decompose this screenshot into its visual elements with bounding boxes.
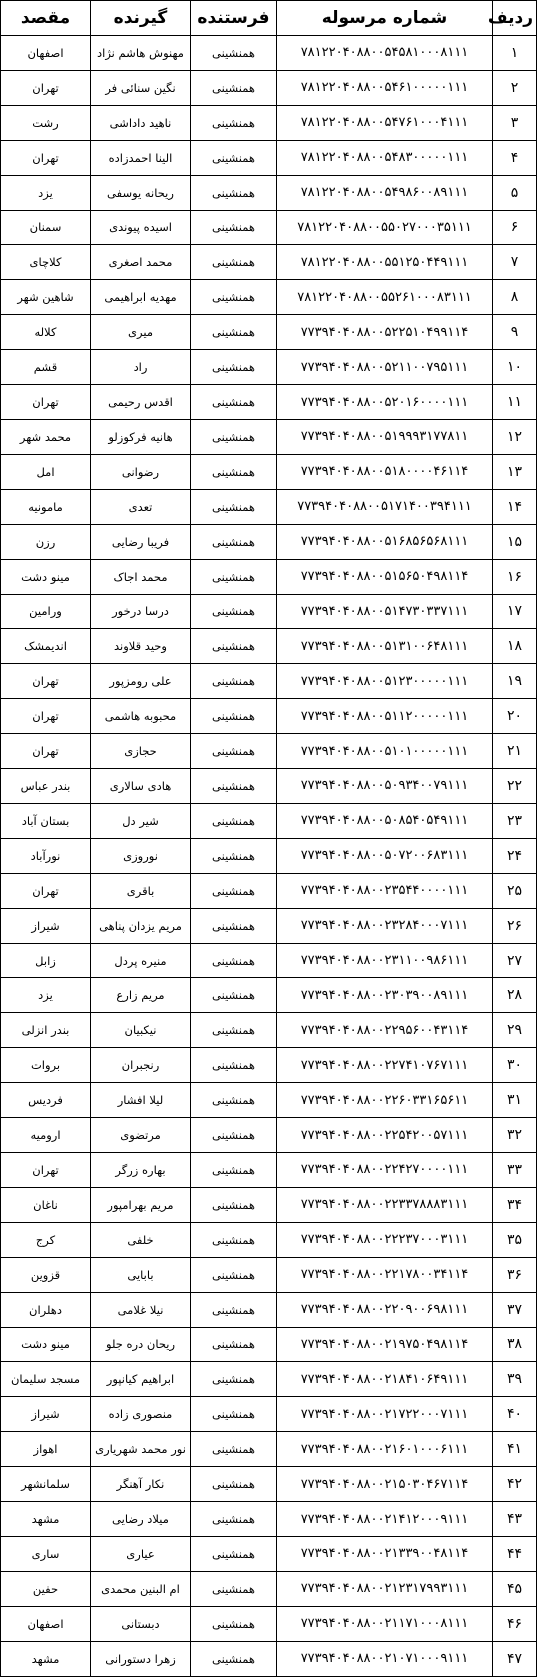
cell-destination: امل: [1, 454, 91, 489]
cell-tracking-number: ۷۷۳۹۴۰۴۰۸۸۰۰۲۱۶۰۱۰۰۰۶۱۱۱: [277, 1432, 493, 1467]
cell-receiver: منیره پردل: [91, 943, 191, 978]
table-row: [1, 1048, 537, 1083]
cell-receiver: محمد اجاک: [91, 559, 191, 594]
cell-receiver: نور محمد شهریاری: [91, 1432, 191, 1467]
cell-sender: همنشینی: [191, 1118, 277, 1153]
cell-destination: ورامین: [1, 594, 91, 629]
cell-destination: اندیمشک: [1, 629, 91, 664]
cell-tracking-number: ۷۷۳۹۴۰۴۰۸۸۰۰۲۳۵۴۴۰۰۰۰۱۱۱: [277, 873, 493, 908]
cell-tracking-number: ۷۷۳۹۴۰۴۰۸۸۰۰۲۳۲۸۴۰۰۰۷۱۱۱: [277, 908, 493, 943]
cell-receiver: محمد اصغری: [91, 245, 191, 280]
cell-sender: همنشینی: [191, 1641, 277, 1676]
table-row: [1, 489, 537, 524]
cell-tracking-number: ۷۸۱۲۲۰۴۰۸۸۰۰۵۴۵۸۱۰۰۰۸۱۱۱: [277, 36, 493, 71]
cell-destination: بندر انزلی: [1, 1013, 91, 1048]
table-row: [1, 1118, 537, 1153]
cell-destination: رزن: [1, 524, 91, 559]
cell-destination: اصفهان: [1, 1606, 91, 1641]
cell-row-number: ۲۵: [493, 873, 537, 908]
cell-sender: همنشینی: [191, 559, 277, 594]
cell-sender: همنشینی: [191, 978, 277, 1013]
table-row: [1, 699, 537, 734]
cell-row-number: ۳۹: [493, 1362, 537, 1397]
cell-destination: ناغان: [1, 1187, 91, 1222]
cell-sender: همنشینی: [191, 1606, 277, 1641]
cell-receiver: نوروزی: [91, 838, 191, 873]
cell-sender: همنشینی: [191, 1536, 277, 1571]
cell-receiver: زهرا دستورانی: [91, 1641, 191, 1676]
cell-row-number: ۱۶: [493, 559, 537, 594]
cell-receiver: مهنوش هاشم نژاد: [91, 36, 191, 71]
cell-row-number: ۳۰: [493, 1048, 537, 1083]
cell-row-number: ۳۴: [493, 1187, 537, 1222]
cell-receiver: بابایی: [91, 1257, 191, 1292]
cell-sender: همنشینی: [191, 175, 277, 210]
cell-sender: همنشینی: [191, 664, 277, 699]
cell-sender: همنشینی: [191, 734, 277, 769]
cell-destination: بندر عباس: [1, 769, 91, 804]
cell-tracking-number: ۷۷۳۹۴۰۴۰۸۸۰۰۲۲۶۰۳۳۱۶۵۶۱۱: [277, 1083, 493, 1118]
table-row: [1, 1502, 537, 1537]
cell-sender: همنشینی: [191, 629, 277, 664]
cell-sender: همنشینی: [191, 1048, 277, 1083]
table-row: [1, 315, 537, 350]
cell-row-number: ۱۷: [493, 594, 537, 629]
cell-tracking-number: ۷۷۳۹۴۰۴۰۸۸۰۰۲۱۷۲۲۰۰۰۷۱۱۱: [277, 1397, 493, 1432]
table-row: [1, 1013, 537, 1048]
cell-receiver: اسیده پیوندی: [91, 210, 191, 245]
cell-tracking-number: ۷۷۳۹۴۰۴۰۸۸۰۰۵۱۳۱۰۰۶۴۸۱۱۱: [277, 629, 493, 664]
table-row: [1, 978, 537, 1013]
cell-sender: همنشینی: [191, 1083, 277, 1118]
cell-tracking-number: ۷۸۱۲۲۰۴۰۸۸۰۰۵۵۱۲۵۰۴۴۹۱۱۱: [277, 245, 493, 280]
cell-sender: همنشینی: [191, 769, 277, 804]
cell-destination: تهران: [1, 699, 91, 734]
cell-receiver: مریم زارع: [91, 978, 191, 1013]
table-row: [1, 803, 537, 838]
cell-sender: همنشینی: [191, 489, 277, 524]
cell-sender: همنشینی: [191, 36, 277, 71]
cell-receiver: ریحانه یوسفی: [91, 175, 191, 210]
cell-receiver: شیر دل: [91, 803, 191, 838]
cell-sender: همنشینی: [191, 838, 277, 873]
table-row: [1, 419, 537, 454]
cell-row-number: ۳۱: [493, 1083, 537, 1118]
cell-sender: همنشینی: [191, 943, 277, 978]
cell-tracking-number: ۷۷۳۹۴۰۴۰۸۸۰۰۲۱۴۱۲۰۰۰۹۱۱۱: [277, 1502, 493, 1537]
cell-row-number: ۴: [493, 140, 537, 175]
cell-receiver: حجازی: [91, 734, 191, 769]
cell-sender: همنشینی: [191, 1502, 277, 1537]
cell-tracking-number: ۷۷۳۹۴۰۴۰۸۸۰۰۵۱۴۷۳۰۳۳۷۱۱۱: [277, 594, 493, 629]
cell-row-number: ۲۷: [493, 943, 537, 978]
cell-destination: سمنان: [1, 210, 91, 245]
cell-row-number: ۱: [493, 36, 537, 71]
cell-destination: تهران: [1, 385, 91, 420]
table-row: [1, 664, 537, 699]
cell-tracking-number: ۷۷۳۹۴۰۴۰۸۸۰۰۵۰۷۲۰۰۶۸۳۱۱۱: [277, 838, 493, 873]
table-row: [1, 1641, 537, 1676]
table-row: [1, 36, 537, 71]
table-row: [1, 175, 537, 210]
table-row: [1, 838, 537, 873]
cell-tracking-number: ۷۷۳۹۴۰۴۰۸۸۰۰۲۱۱۷۱۰۰۰۸۱۱۱: [277, 1606, 493, 1641]
cell-tracking-number: ۷۷۳۹۴۰۴۰۸۸۰۰۵۱۰۱۰۰۰۰۰۱۱۱: [277, 734, 493, 769]
cell-row-number: ۵: [493, 175, 537, 210]
table-row: [1, 280, 537, 315]
cell-row-number: ۱۲: [493, 419, 537, 454]
cell-receiver: نیلا غلامی: [91, 1292, 191, 1327]
cell-tracking-number: ۷۷۳۹۴۰۴۰۸۸۰۰۲۲۷۴۱۰۷۶۷۱۱۱: [277, 1048, 493, 1083]
cell-receiver: نگین سنائی فر: [91, 70, 191, 105]
cell-destination: یزد: [1, 978, 91, 1013]
cell-tracking-number: ۷۷۳۹۴۰۴۰۸۸۰۰۲۱۹۷۵۰۴۹۸۱۱۴: [277, 1327, 493, 1362]
cell-receiver: مریم یزدان پناهی: [91, 908, 191, 943]
cell-destination: تهران: [1, 664, 91, 699]
cell-tracking-number: ۷۷۳۹۴۰۴۰۸۸۰۰۲۱۵۰۳۰۴۶۷۱۱۴: [277, 1467, 493, 1502]
cell-sender: همنشینی: [191, 454, 277, 489]
header-tracking-number: شماره مرسوله: [277, 1, 493, 36]
cell-destination: محمد شهر: [1, 419, 91, 454]
cell-row-number: ۱۰: [493, 350, 537, 385]
cell-destination: نورآباد: [1, 838, 91, 873]
table-row: [1, 559, 537, 594]
cell-sender: همنشینی: [191, 803, 277, 838]
cell-sender: همنشینی: [191, 245, 277, 280]
cell-receiver: نکار آهنگر: [91, 1467, 191, 1502]
cell-sender: همنشینی: [191, 1257, 277, 1292]
cell-sender: همنشینی: [191, 1153, 277, 1188]
cell-sender: همنشینی: [191, 315, 277, 350]
cell-tracking-number: ۷۷۳۹۴۰۴۰۸۸۰۰۵۱۹۹۹۳۱۷۷۸۱۱: [277, 419, 493, 454]
cell-destination: اصفهان: [1, 36, 91, 71]
cell-tracking-number: ۷۸۱۲۲۰۴۰۸۸۰۰۵۴۷۶۱۰۰۰۴۱۱۱: [277, 105, 493, 140]
cell-sender: همنشینی: [191, 70, 277, 105]
table-row: [1, 350, 537, 385]
table-row: [1, 210, 537, 245]
cell-tracking-number: ۷۷۳۹۴۰۴۰۸۸۰۰۲۱۳۳۹۰۰۴۸۱۱۴: [277, 1536, 493, 1571]
cell-tracking-number: ۷۷۳۹۴۰۴۰۸۸۰۰۵۰۹۳۴۰۰۷۹۱۱۱: [277, 769, 493, 804]
cell-receiver: خلفی: [91, 1222, 191, 1257]
cell-row-number: ۱۵: [493, 524, 537, 559]
cell-tracking-number: ۷۷۳۹۴۰۴۰۸۸۰۰۵۱۵۶۵۰۴۹۸۱۱۴: [277, 559, 493, 594]
cell-row-number: ۹: [493, 315, 537, 350]
cell-destination: زابل: [1, 943, 91, 978]
cell-sender: همنشینی: [191, 1397, 277, 1432]
cell-destination: مینو دشت: [1, 1327, 91, 1362]
cell-tracking-number: ۷۷۳۹۴۰۴۰۸۸۰۰۵۱۱۲۰۰۰۰۰۱۱۱: [277, 699, 493, 734]
cell-destination: تهران: [1, 140, 91, 175]
cell-receiver: منصوری زاده: [91, 1397, 191, 1432]
cell-tracking-number: ۷۷۳۹۴۰۴۰۸۸۰۰۵۱۶۸۵۶۵۶۸۱۱۱: [277, 524, 493, 559]
cell-sender: همنشینی: [191, 699, 277, 734]
cell-tracking-number: ۷۷۳۹۴۰۴۰۸۸۰۰۲۲۴۲۷۰۰۰۰۱۱۱: [277, 1153, 493, 1188]
cell-receiver: دبستانی: [91, 1606, 191, 1641]
table-row: [1, 245, 537, 280]
cell-row-number: ۲۳: [493, 803, 537, 838]
cell-sender: همنشینی: [191, 419, 277, 454]
cell-receiver: باقری: [91, 873, 191, 908]
cell-destination: حفین: [1, 1571, 91, 1606]
cell-row-number: ۳۳: [493, 1153, 537, 1188]
cell-sender: همنشینی: [191, 385, 277, 420]
cell-receiver: ابراهیم کیانپور: [91, 1362, 191, 1397]
cell-destination: مشهد: [1, 1641, 91, 1676]
cell-receiver: ام البنین محمدی: [91, 1571, 191, 1606]
cell-sender: همنشینی: [191, 105, 277, 140]
cell-sender: همنشینی: [191, 524, 277, 559]
cell-destination: سلمانشهر: [1, 1467, 91, 1502]
table-row: [1, 454, 537, 489]
cell-tracking-number: ۷۷۳۹۴۰۴۰۸۸۰۰۲۲۳۳۷۸۸۸۳۱۱۱: [277, 1187, 493, 1222]
cell-row-number: ۴۳: [493, 1502, 537, 1537]
cell-row-number: ۳۲: [493, 1118, 537, 1153]
cell-row-number: ۴۱: [493, 1432, 537, 1467]
cell-destination: مشهد: [1, 1502, 91, 1537]
cell-receiver: ناهید داداشی: [91, 105, 191, 140]
cell-receiver: میری: [91, 315, 191, 350]
cell-row-number: ۴۵: [493, 1571, 537, 1606]
table-row: [1, 1467, 537, 1502]
cell-destination: اهواز: [1, 1432, 91, 1467]
cell-row-number: ۲۰: [493, 699, 537, 734]
cell-row-number: ۴۶: [493, 1606, 537, 1641]
cell-tracking-number: ۷۷۳۹۴۰۴۰۸۸۰۰۵۲۰۱۶۰۰۰۰۱۱۱: [277, 385, 493, 420]
cell-row-number: ۸: [493, 280, 537, 315]
cell-row-number: ۱۳: [493, 454, 537, 489]
cell-receiver: فریبا رضایی: [91, 524, 191, 559]
cell-destination: تهران: [1, 70, 91, 105]
cell-tracking-number: ۷۷۳۹۴۰۴۰۸۸۰۰۲۳۰۳۹۰۰۸۹۱۱۱: [277, 978, 493, 1013]
table-row: [1, 1432, 537, 1467]
cell-tracking-number: ۷۷۳۹۴۰۴۰۸۸۰۰۲۲۹۵۶۰۰۴۳۱۱۴: [277, 1013, 493, 1048]
cell-tracking-number: ۷۷۳۹۴۰۴۰۸۸۰۰۵۱۷۱۴۰۰۳۹۴۱۱۱: [277, 489, 493, 524]
cell-destination: کرج: [1, 1222, 91, 1257]
cell-sender: همنشینی: [191, 1467, 277, 1502]
cell-receiver: لیلا افشار: [91, 1083, 191, 1118]
cell-destination: مسجد سلیمان: [1, 1362, 91, 1397]
cell-row-number: ۲۸: [493, 978, 537, 1013]
cell-destination: بستان آباد: [1, 803, 91, 838]
cell-destination: مامونیه: [1, 489, 91, 524]
cell-destination: یزد: [1, 175, 91, 210]
cell-tracking-number: ۷۷۳۹۴۰۴۰۸۸۰۰۲۲۵۴۲۰۰۵۷۱۱۱: [277, 1118, 493, 1153]
header-row: [1, 1, 537, 36]
cell-sender: همنشینی: [191, 1432, 277, 1467]
cell-tracking-number: ۷۷۳۹۴۰۴۰۸۸۰۰۲۱۲۳۱۷۹۹۳۱۱۱: [277, 1571, 493, 1606]
cell-receiver: میلاد رضایی: [91, 1502, 191, 1537]
table-row: [1, 1362, 537, 1397]
table-row: [1, 1257, 537, 1292]
table-row: [1, 1571, 537, 1606]
table-row: [1, 908, 537, 943]
cell-row-number: ۱۸: [493, 629, 537, 664]
cell-sender: همنشینی: [191, 350, 277, 385]
cell-destination: قشم: [1, 350, 91, 385]
cell-receiver: نیکبیان: [91, 1013, 191, 1048]
cell-destination: رشت: [1, 105, 91, 140]
cell-tracking-number: ۷۷۳۹۴۰۴۰۸۸۰۰۵۲۱۱۰۰۷۹۵۱۱۱: [277, 350, 493, 385]
cell-receiver: هانیه فرکوزلو: [91, 419, 191, 454]
table-row: [1, 385, 537, 420]
cell-receiver: مهدیه ابراهیمی: [91, 280, 191, 315]
cell-row-number: ۳۶: [493, 1257, 537, 1292]
cell-sender: همنشینی: [191, 873, 277, 908]
cell-row-number: ۲۱: [493, 734, 537, 769]
table-body: [1, 36, 537, 1677]
cell-row-number: ۴۴: [493, 1536, 537, 1571]
cell-row-number: ۲۹: [493, 1013, 537, 1048]
table-row: [1, 1606, 537, 1641]
cell-sender: همنشینی: [191, 908, 277, 943]
cell-sender: همنشینی: [191, 1327, 277, 1362]
cell-destination: شاهین شهر: [1, 280, 91, 315]
cell-tracking-number: ۷۷۳۹۴۰۴۰۸۸۰۰۲۲۲۳۷۰۰۰۳۱۱۱: [277, 1222, 493, 1257]
cell-receiver: ریحان دره جلو: [91, 1327, 191, 1362]
cell-row-number: ۳: [493, 105, 537, 140]
table-row: [1, 1083, 537, 1118]
table-row: [1, 140, 537, 175]
table-row: [1, 1292, 537, 1327]
cell-tracking-number: ۷۸۱۲۲۰۴۰۸۸۰۰۵۴۶۱۰۰۰۰۰۱۱۱: [277, 70, 493, 105]
header-receiver: گیرنده: [91, 1, 191, 36]
table-row: [1, 943, 537, 978]
table-row: [1, 629, 537, 664]
cell-receiver: عیاری: [91, 1536, 191, 1571]
cell-destination: تهران: [1, 734, 91, 769]
header-row-number: ردیف: [493, 1, 537, 36]
cell-receiver: رنجبران: [91, 1048, 191, 1083]
cell-sender: همنشینی: [191, 140, 277, 175]
cell-row-number: ۲: [493, 70, 537, 105]
cell-tracking-number: ۷۷۳۹۴۰۴۰۸۸۰۰۲۲۰۹۰۰۶۹۸۱۱۱: [277, 1292, 493, 1327]
cell-sender: همنشینی: [191, 1292, 277, 1327]
table-row: [1, 1222, 537, 1257]
cell-row-number: ۱۴: [493, 489, 537, 524]
table-row: [1, 70, 537, 105]
cell-sender: همنشینی: [191, 1222, 277, 1257]
cell-sender: همنشینی: [191, 280, 277, 315]
cell-destination: دهلران: [1, 1292, 91, 1327]
header-destination: مقصد: [1, 1, 91, 36]
cell-tracking-number: ۷۷۳۹۴۰۴۰۸۸۰۰۵۱۲۳۰۰۰۰۰۱۱۱: [277, 664, 493, 699]
cell-destination: مینو دشت: [1, 559, 91, 594]
cell-row-number: ۱۹: [493, 664, 537, 699]
cell-destination: ساری: [1, 1536, 91, 1571]
cell-receiver: علی رومزپور: [91, 664, 191, 699]
table-row: [1, 594, 537, 629]
cell-row-number: ۲۲: [493, 769, 537, 804]
table-row: [1, 1397, 537, 1432]
cell-row-number: ۳۷: [493, 1292, 537, 1327]
cell-destination: تهران: [1, 1153, 91, 1188]
cell-tracking-number: ۷۷۳۹۴۰۴۰۸۸۰۰۲۳۱۱۰۰۹۸۶۱۱۱: [277, 943, 493, 978]
cell-sender: همنشینی: [191, 210, 277, 245]
cell-row-number: ۳۵: [493, 1222, 537, 1257]
cell-sender: همنشینی: [191, 1571, 277, 1606]
cell-row-number: ۴۷: [493, 1641, 537, 1676]
cell-receiver: بهاره زرگر: [91, 1153, 191, 1188]
cell-receiver: محبوبه هاشمی: [91, 699, 191, 734]
cell-receiver: اقدس رحیمی: [91, 385, 191, 420]
cell-row-number: ۳۸: [493, 1327, 537, 1362]
cell-row-number: ۴۲: [493, 1467, 537, 1502]
cell-tracking-number: ۷۷۳۹۴۰۴۰۸۸۰۰۲۱۸۴۱۰۶۴۹۱۱۱: [277, 1362, 493, 1397]
table-row: [1, 1327, 537, 1362]
table-row: [1, 873, 537, 908]
table-row: [1, 734, 537, 769]
cell-tracking-number: ۷۸۱۲۲۰۴۰۸۸۰۰۵۴۹۸۶۰۰۸۹۱۱۱: [277, 175, 493, 210]
cell-sender: همنشینی: [191, 1013, 277, 1048]
cell-receiver: راد: [91, 350, 191, 385]
cell-tracking-number: ۷۷۳۹۴۰۴۰۸۸۰۰۵۲۲۵۱۰۴۹۹۱۱۴: [277, 315, 493, 350]
cell-row-number: ۴۰: [493, 1397, 537, 1432]
cell-destination: تهران: [1, 873, 91, 908]
table-row: [1, 1153, 537, 1188]
cell-sender: همنشینی: [191, 594, 277, 629]
cell-row-number: ۷: [493, 245, 537, 280]
cell-receiver: وحید قلاوند: [91, 629, 191, 664]
cell-destination: فردیس: [1, 1083, 91, 1118]
cell-tracking-number: ۷۸۱۲۲۰۴۰۸۸۰۰۵۴۸۳۰۰۰۰۰۱۱۱: [277, 140, 493, 175]
cell-tracking-number: ۷۸۱۲۲۰۴۰۸۸۰۰۵۵۰۲۷۰۰۰۳۵۱۱۱: [277, 210, 493, 245]
cell-tracking-number: ۷۷۳۹۴۰۴۰۸۸۰۰۵۰۸۵۴۰۵۴۹۱۱۱: [277, 803, 493, 838]
table-row: [1, 1187, 537, 1222]
cell-destination: شیراز: [1, 1397, 91, 1432]
cell-receiver: مرتضوی: [91, 1118, 191, 1153]
table-row: [1, 105, 537, 140]
table-row: [1, 524, 537, 559]
cell-row-number: ۲۴: [493, 838, 537, 873]
cell-destination: کلاله: [1, 315, 91, 350]
cell-row-number: ۶: [493, 210, 537, 245]
cell-tracking-number: ۷۷۳۹۴۰۴۰۸۸۰۰۲۲۱۷۸۰۰۳۴۱۱۴: [277, 1257, 493, 1292]
cell-sender: همنشینی: [191, 1187, 277, 1222]
cell-receiver: هادی سالاری: [91, 769, 191, 804]
cell-receiver: الینا احمدزاده: [91, 140, 191, 175]
cell-destination: کلاچای: [1, 245, 91, 280]
cell-destination: بروات: [1, 1048, 91, 1083]
table-row: [1, 1536, 537, 1571]
cell-receiver: مریم بهرامپور: [91, 1187, 191, 1222]
cell-receiver: درسا درخور: [91, 594, 191, 629]
cell-tracking-number: ۷۸۱۲۲۰۴۰۸۸۰۰۵۵۲۶۱۰۰۰۸۳۱۱۱: [277, 280, 493, 315]
cell-row-number: ۲۶: [493, 908, 537, 943]
cell-row-number: ۱۱: [493, 385, 537, 420]
cell-destination: قزوین: [1, 1257, 91, 1292]
cell-destination: شیراز: [1, 908, 91, 943]
cell-destination: ارومیه: [1, 1118, 91, 1153]
cell-tracking-number: ۷۷۳۹۴۰۴۰۸۸۰۰۵۱۸۰۰۰۰۴۶۱۱۴: [277, 454, 493, 489]
cell-receiver: تعدی: [91, 489, 191, 524]
cell-sender: همنشینی: [191, 1362, 277, 1397]
cell-receiver: رضوانی: [91, 454, 191, 489]
table-row: [1, 769, 537, 804]
header-sender: فرستنده: [191, 1, 277, 36]
cell-tracking-number: ۷۷۳۹۴۰۴۰۸۸۰۰۲۱۰۷۱۰۰۰۹۱۱۱: [277, 1641, 493, 1676]
